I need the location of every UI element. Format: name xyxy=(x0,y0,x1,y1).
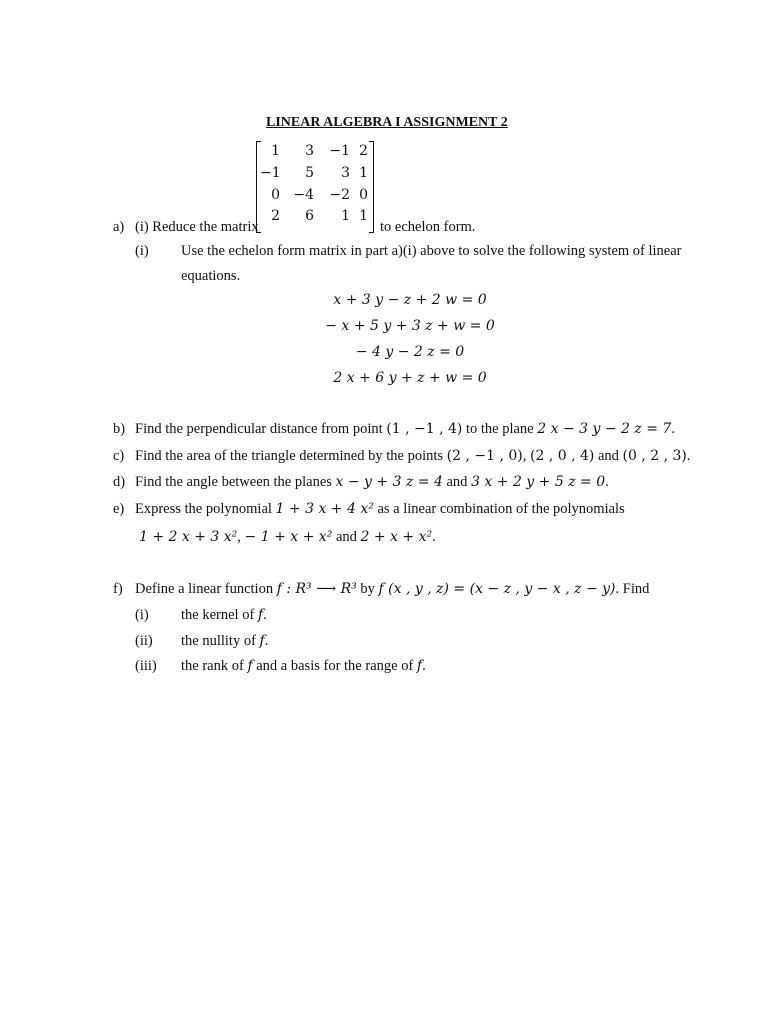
matrix-cell: 1 xyxy=(359,208,368,224)
matrix-cell: −4 xyxy=(293,187,314,203)
question-c-text: Find the area of the triangle determined by the points xyxy=(135,448,444,464)
matrix-cell: 1 xyxy=(341,208,350,224)
matrix-cell: 2 xyxy=(359,143,368,159)
question-f-i xyxy=(181,607,267,624)
question-e-polynomials: 1 + 2 x + 3 x², − 1 + x + x² and 2 + x + x². xyxy=(139,529,436,545)
matrix-cell: 2 xyxy=(271,208,280,224)
question-c-sep: , xyxy=(522,448,527,464)
question-c-point-2: (2 , 0 , 4) xyxy=(530,448,595,464)
question-f-i-label: (i) xyxy=(135,607,149,623)
question-d-and: and xyxy=(446,474,468,490)
question-f-ii-label: (ii) xyxy=(135,633,153,649)
question-e-poly-3: 2 + x + x² xyxy=(360,529,433,545)
equation: 2 x + 6 y + z + w = 0 xyxy=(333,370,487,386)
question-f-function: f : R³ ⟶ R³ xyxy=(276,581,357,597)
matrix-row xyxy=(260,208,372,230)
matrix-cell: 3 xyxy=(341,165,350,181)
question-b-text: Find the perpendicular distance from point xyxy=(135,421,383,437)
question-e-text: Express the polynomial xyxy=(135,501,272,517)
question-e-poly-2: − 1 + x + x² xyxy=(244,529,333,545)
matrix xyxy=(256,141,374,233)
question-f-iii-text: the rank of xyxy=(181,658,244,674)
question-b-end: . xyxy=(671,421,675,437)
question-d-text: Find the angle between the planes xyxy=(135,474,332,490)
matrix-cell: 3 xyxy=(305,143,314,159)
matrix-cell: 0 xyxy=(359,187,368,203)
matrix-row xyxy=(260,187,372,209)
matrix-cell: 6 xyxy=(305,208,314,224)
matrix-row xyxy=(260,143,372,165)
question-b-plane: 2 x − 3 y − 2 z = 7 xyxy=(537,421,672,437)
question-c-label: c) xyxy=(113,448,125,464)
matrix-cell: 1 xyxy=(271,143,280,159)
matrix-cell: −2 xyxy=(329,187,350,203)
question-e xyxy=(113,501,625,518)
question-f-i-text: the kernel of xyxy=(181,607,255,623)
question-f-iii-symbol: f xyxy=(247,658,253,674)
matrix-cell: −1 xyxy=(329,143,350,159)
question-b-point: (1 , −1 , 4) xyxy=(386,421,463,437)
equation: − x + 5 y + 3 z + w = 0 xyxy=(325,318,495,334)
question-f-ii-text: the nullity of xyxy=(181,633,256,649)
question-f-ii-symbol: f xyxy=(259,633,265,649)
question-f-iii-text2: and a basis for the range of xyxy=(256,658,414,674)
question-b-label: b) xyxy=(113,421,126,437)
question-d-plane-2: 3 x + 2 y + 5 z = 0 xyxy=(471,474,606,490)
question-f-definition: f (x , y , z) = (x − z , y − x , z − y) xyxy=(378,581,616,597)
question-f-iii xyxy=(181,658,426,675)
question-a-i-label: (i) xyxy=(135,243,149,259)
question-f-i-end: . xyxy=(263,607,267,623)
question-a-label: a) xyxy=(113,219,125,235)
question-f-ii xyxy=(181,633,268,650)
matrix-cell: 5 xyxy=(305,165,314,181)
question-f xyxy=(113,581,649,598)
matrix-row xyxy=(260,165,372,187)
question-f-iii-label: (iii) xyxy=(135,658,157,674)
question-f-label: f) xyxy=(113,581,123,597)
equation: x + 3 y − z + 2 w = 0 xyxy=(333,292,487,308)
question-c-end: . xyxy=(686,448,691,464)
question-e-polynomial: 1 + 3 x + 4 x² xyxy=(275,501,374,517)
question-c-point-1: (2 , −1 , 0) xyxy=(446,448,523,464)
question-d-plane-1: x − y + 3 z = 4 xyxy=(335,474,443,490)
question-e-label: e) xyxy=(113,501,125,517)
question-e-poly-1: 1 + 2 x + 3 x² xyxy=(139,529,238,545)
question-b xyxy=(113,421,675,438)
question-a-text: (i) Reduce the matrix xyxy=(135,219,259,235)
question-f-i-symbol: f xyxy=(257,607,264,623)
question-b-text2: to the plane xyxy=(465,421,534,437)
question-c-point-3: (0 , 2 , 3) xyxy=(622,448,687,464)
question-d-end: . xyxy=(605,474,609,490)
question-f-text: Define a linear function xyxy=(135,581,274,597)
question-f-iii-symbol2: f xyxy=(416,658,423,674)
question-f-iii-end: . xyxy=(422,658,426,674)
question-e-text2: as a linear combination of the polynomials xyxy=(377,501,625,517)
question-f-by: by xyxy=(360,581,375,597)
matrix-cell: 1 xyxy=(359,165,368,181)
question-a-i-text: Use the echelon form matrix in part a)(i) above to solve the following system of linear xyxy=(181,243,682,259)
question-f-end: . Find xyxy=(615,581,650,597)
question-e-end: . xyxy=(432,529,436,545)
question-a-text-end: to echelon form. xyxy=(380,219,476,235)
question-e-and: and xyxy=(335,529,357,545)
question-c-and: and xyxy=(597,448,619,464)
question-f-ii-end: . xyxy=(264,633,269,649)
equation: − 4 y − 2 z = 0 xyxy=(355,344,465,360)
question-d xyxy=(113,474,609,491)
matrix-cell: 0 xyxy=(271,187,280,203)
question-c xyxy=(113,448,691,465)
document-title: LINEAR ALGEBRA I ASSIGNMENT 2 xyxy=(266,115,508,130)
question-a-i-text-cont: equations. xyxy=(181,268,241,284)
question-d-label: d) xyxy=(113,474,126,490)
matrix-cell: −1 xyxy=(260,165,281,181)
